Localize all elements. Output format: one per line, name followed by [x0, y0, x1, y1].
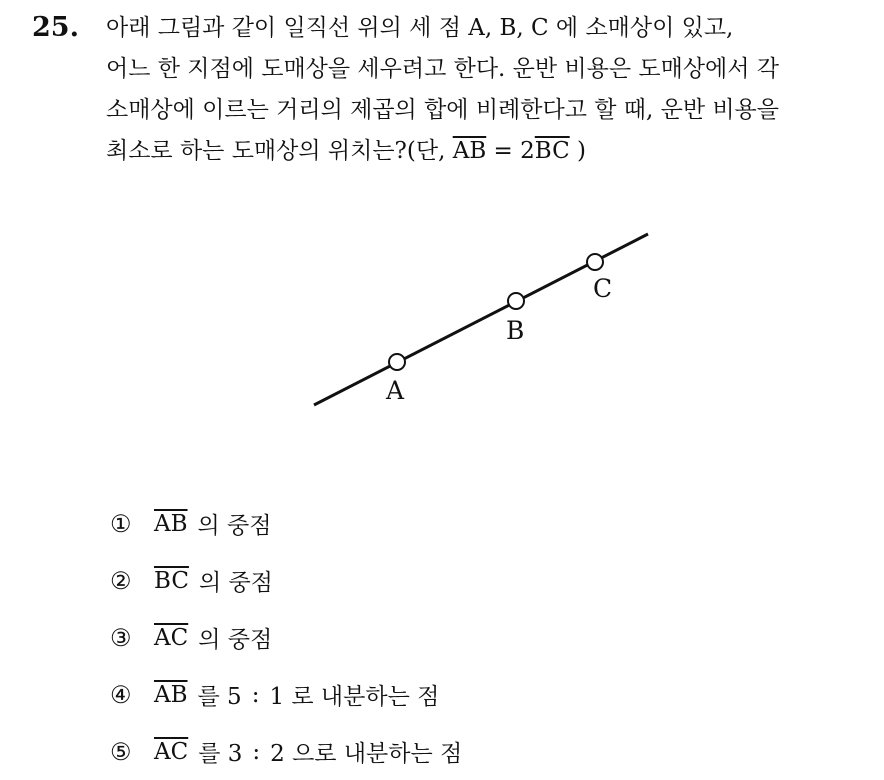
segment-ab-overline: $\overline{AB}$ — [452, 138, 487, 164]
choice-2-number: ② — [110, 566, 132, 595]
choice-4-number: ④ — [110, 680, 132, 709]
choice-5-segment: $\overline{AC}$ — [154, 738, 189, 765]
question-line-2: 어느 한 지점에 도매상을 세우려고 한다. 운반 비용은 도매상에서 각 — [106, 56, 779, 82]
condition-suffix: ) — [569, 138, 586, 164]
choice-4-after: 1 로 내분하는 점 — [269, 684, 440, 710]
choice-2[interactable] — [110, 552, 462, 609]
condition-equals: = 2 — [486, 138, 535, 164]
answer-choices — [110, 495, 462, 780]
choice-5-ratio-colon: : — [252, 738, 261, 765]
point-c-label: C — [593, 274, 613, 303]
question-line-4 — [106, 131, 866, 172]
choice-4-segment: $\overline{AB}$ — [154, 681, 188, 708]
choice-2-segment: $\overline{BC}$ — [154, 567, 189, 594]
choice-5-number: ⑤ — [110, 737, 132, 766]
question-text — [106, 8, 866, 172]
choice-3[interactable] — [110, 609, 462, 666]
choice-4-mid: 를 5 — [197, 684, 242, 710]
choice-3-number: ③ — [110, 623, 132, 652]
choice-1-segment: $\overline{AB}$ — [154, 510, 188, 537]
choice-3-segment: $\overline{AC}$ — [154, 624, 189, 651]
choice-1[interactable] — [110, 495, 462, 552]
condition-prefix: 최소로 하는 도매상의 위치는?(단, — [106, 138, 453, 164]
line-figure — [300, 225, 660, 415]
point-a-marker — [389, 354, 405, 370]
question-line-1: 아래 그림과 같이 일직선 위의 세 점 A, B, C 에 소매상이 있고, — [106, 15, 734, 41]
point-b-label: B — [506, 316, 525, 345]
question-line-3: 소매상에 이르는 거리의 제곱의 합에 비례한다고 할 때, 운반 비용을 — [106, 97, 779, 123]
segment-bc-overline: $\overline{BC}$ — [534, 138, 570, 164]
point-a-label: A — [386, 376, 405, 405]
choice-1-number: ① — [110, 509, 132, 538]
choice-2-text: 의 중점 — [198, 570, 273, 596]
choice-3-text: 의 중점 — [198, 627, 273, 653]
question-number: 25. — [32, 12, 79, 43]
choice-5[interactable] — [110, 723, 462, 780]
point-c-marker — [587, 254, 603, 270]
choice-4[interactable] — [110, 666, 462, 723]
choice-4-ratio-colon: : — [251, 681, 260, 708]
choice-5-mid: 를 3 — [198, 741, 243, 767]
point-b-marker — [508, 293, 524, 309]
choice-5-after: 2 으로 내분하는 점 — [270, 741, 463, 767]
choice-1-text: 의 중점 — [197, 513, 272, 539]
